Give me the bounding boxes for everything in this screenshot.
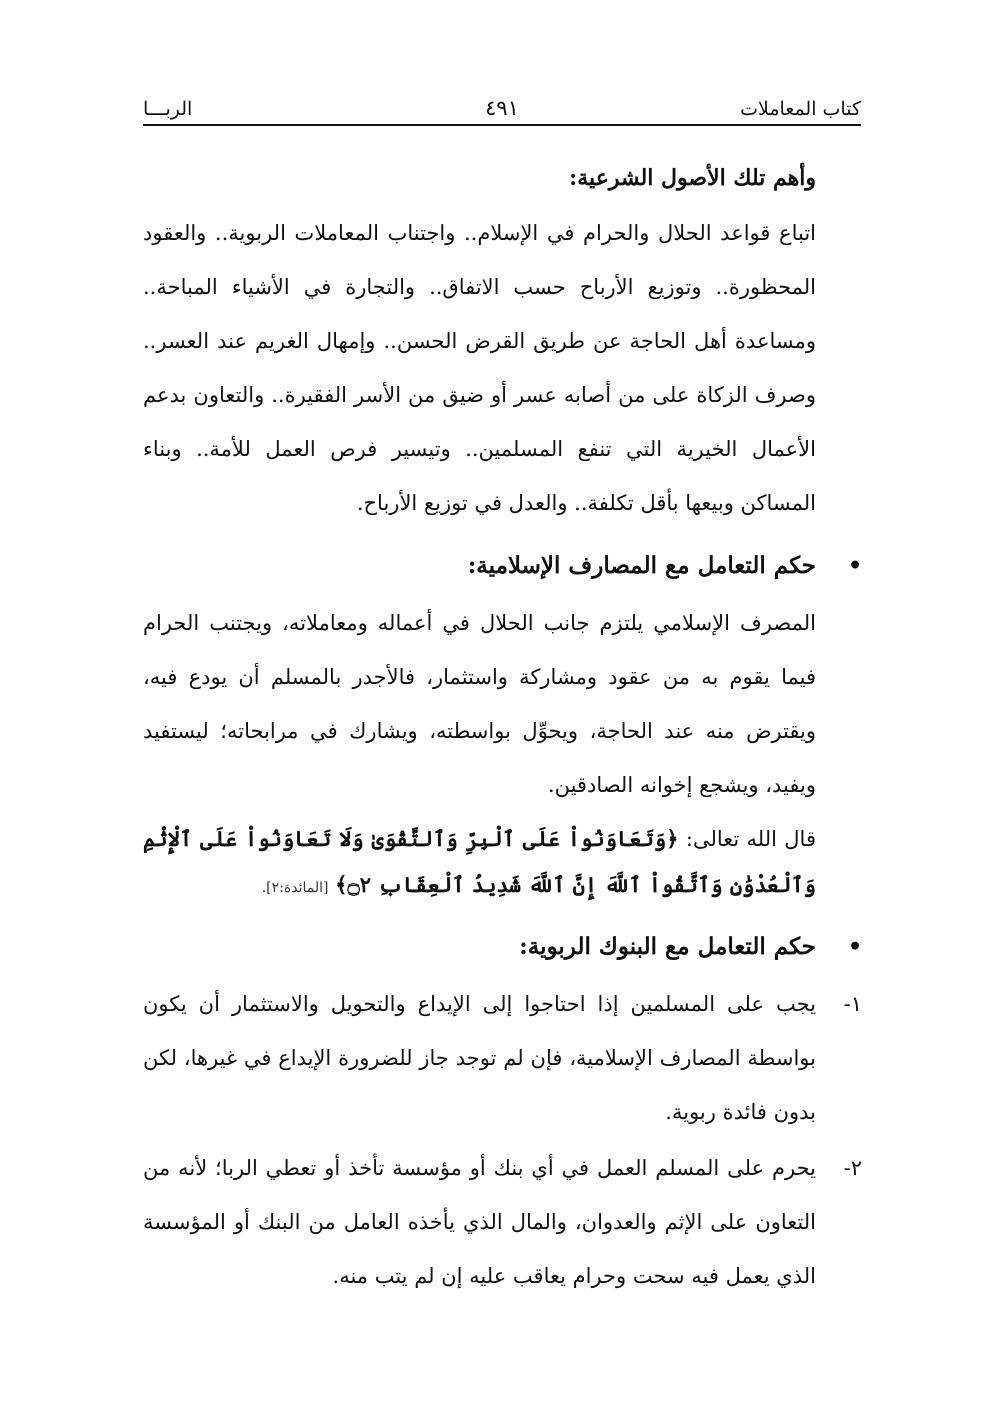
quote-intro: قال الله تعالى: — [685, 827, 816, 851]
heading-text: حكم التعامل مع البنوك الربوية: — [519, 933, 816, 960]
book-title: كتاب المعاملات — [740, 98, 861, 120]
list-item-number: ٢- — [843, 1156, 862, 1180]
heading-text: حكم التعامل مع المصارف الإسلامية: — [467, 552, 816, 579]
list-item-number: ١- — [843, 992, 862, 1016]
paragraph-islamic-banks: المصرف الإسلامي يلتزم جانب الحلال في أعماله ومعاملاته، ويجتنب الحرام فيما يقوم به من عقود ومشاركة واستثمار، فالأجدر بالمسلم أن يودع فيه، ويقترض منه عند الحاجة، ويحوِّل بواسطته، ويشارك في مرابحاته؛ ليستفيد ويفيد، ويشجع إخوانه الصادقين. — [143, 611, 816, 797]
section-heading-principles: وأهم تلك الأصول الشرعية: — [569, 165, 816, 191]
chapter-title: الربـــا — [143, 98, 193, 120]
book-page — [143, 94, 861, 1303]
list-item — [143, 1141, 862, 1303]
page-number: ٤٩١ — [485, 96, 519, 120]
paragraph-principles: اتباع قواعد الحلال والحرام في الإسلام.. واجتناب المعاملات الربوية.. والعقود المحظورة.. وتوزيع الأرباح حسب الاتفاق.. والتجارة في الأشياء المباحة.. ومساعدة أهل الحاجة عن طريق القرض الحسن.. وإمهال الغريم عند العسر.. وصرف الزكاة على من أصابه عسر أو ضيق من الأسر الفقيرة.. والتعاون بدعم الأعمال الخيرية التي تنفع المسلمين.. وتيسير فرص العمل للأمة.. وبناء المساكن وبيعها بأقل تكلفة.. والعدل في توزيع الأرباح. — [143, 221, 816, 515]
running-header — [143, 94, 861, 126]
list-item-text: يجب على المسلمين إذا احتاجوا إلى الإيداع والتحويل والاستثمار أن يكون بواسطة المصارف الإسلامية، فإن لم توجد جاز للضرورة الإيداع في غيرها، لكن بدون فائدة ربوية. — [143, 992, 816, 1124]
section-heading-islamic-banks — [143, 536, 862, 596]
bullet-icon: • — [847, 934, 862, 960]
quran-quote — [143, 816, 816, 911]
list-item-text: يحرم على المسلم العمل في أي بنك أو مؤسسة تأخذ أو تعطي الربا؛ لأنه من التعاون على الإثم والعدوان، والمال الذي يأخذه العامل من البنك أو المؤسسة الذي يعمل فيه سحت وحرام يعاقب عليه إن لم يتب منه. — [143, 1156, 816, 1288]
bullet-icon: • — [847, 553, 862, 579]
section-heading-usury-banks — [143, 917, 862, 977]
verse-reference: [المائدة:٢]. — [261, 880, 329, 896]
page-body — [143, 150, 861, 1303]
list-item — [143, 977, 862, 1139]
quran-verse: ﴿وَتَعَاوَنُواْ عَلَى ٱلْبِرِّ وَٱلتَّقْوَىٰ وَلَا تَعَاوَنُواْ عَلَى ٱلْإِثْمِ وَٱلْعُدْوَٰنِ وَٱتَّقُواْ ٱللَّهَ إِنَّ ٱللَّهَ شَدِيدُ ٱلْعِقَابِ ۝٢﴾ — [143, 826, 816, 897]
